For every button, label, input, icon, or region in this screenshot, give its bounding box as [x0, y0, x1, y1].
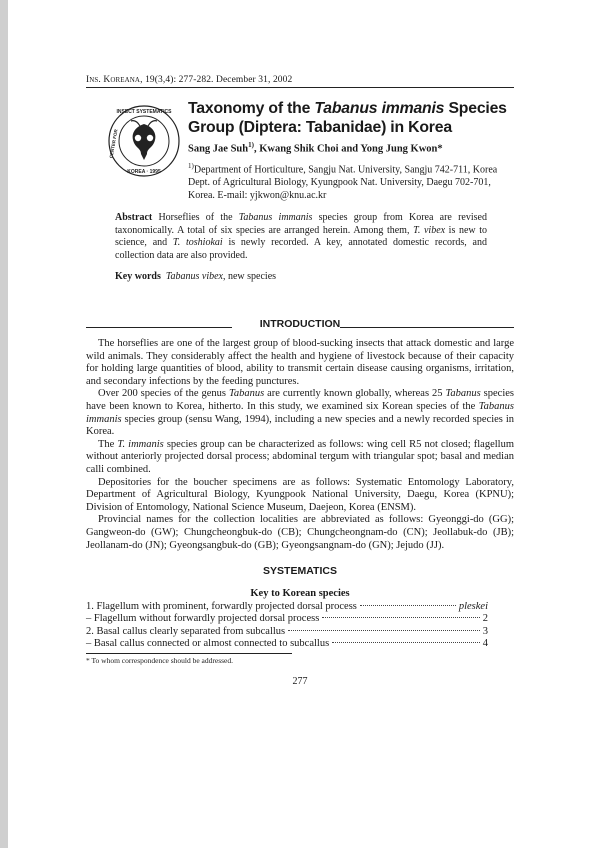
abstract-italic: T. toshiokai — [172, 237, 223, 249]
italic: Tabanus immanis — [86, 400, 514, 425]
logo-emblem — [107, 104, 181, 178]
abstract-label: Abstract — [115, 212, 153, 223]
logo-ring-left: CENTER FOR — [108, 128, 119, 159]
keywords — [115, 271, 276, 282]
keyword-italic: Tabanus vibex — [165, 271, 223, 282]
intro-paragraph: The horseflies are one of the largest group of blood-sucking insects that attack domestic and large wild animals. They considerably affect the health and hygiene of livestock because of their capacity for holding large quantities of blood, ability to transmit certain disease causing organisms, irritation, and secondary infections by the feeding punctures. — [86, 338, 514, 387]
journal-volume: 19(3,4): 277-282. December 31, 2002 — [145, 75, 293, 85]
key-leader — [360, 605, 456, 606]
key-target: 4 — [482, 638, 488, 650]
affiliation-superscript: 1) — [188, 162, 194, 170]
abstract — [115, 212, 487, 262]
section-heading-systematics: SYSTEMATICS — [263, 565, 337, 577]
abstract-text: is new to science, and — [115, 224, 487, 249]
section-heading-introduction: INTRODUCTION — [259, 318, 341, 330]
text: species group can be characterized as follows: wing cell R5 not closed; flagellum without anteriorly projected dorsal process; abdominal tergum with triangular spot; basal and median calli combined. — [86, 438, 514, 475]
species-key — [86, 601, 488, 651]
paper-title — [188, 99, 518, 137]
journal-name: Ins. Koreana, — [86, 75, 143, 85]
keywords-label: Key words — [115, 271, 161, 282]
footnote-rule — [86, 653, 292, 654]
title-italic: Tabanus immanis — [314, 100, 445, 117]
abstract-italic: T. vibex — [413, 224, 446, 236]
center-logo — [107, 104, 181, 178]
intro-paragraph: Provincial names for the collection localities are abbreviated as follows: Gyeonggi-do (GG); Gangweon-do (GW); Chungcheongbuk-do (CB); Chungcheongnam-do (CN); Jeollabuk-do (JB); Jeollanam-do (JN); Gyeongsangbuk-do (GB); Gyeongsangnam-do (GN); Jejudo (JJ). — [86, 514, 514, 551]
key-target: 2 — [482, 613, 488, 625]
abstract-text: species group from Korea are revised taxonomically. A total of six species are arranged herein. Among them, — [115, 212, 487, 236]
footnote: * To whom correspondence should be addressed. — [86, 656, 234, 665]
italic: T. immanis — [117, 438, 164, 450]
key-couplet — [86, 613, 488, 625]
key-leader — [288, 630, 480, 631]
key-couplet — [86, 638, 488, 650]
intro-paragraph: Depositories for the boucher specimens are as follows: Systematic Entomology Laboratory, Department of Agricultural Biology, Kyungpook National University, Daegu, Korea (KPNU); Division of Entomology, National Science Museum, Daejeon, Korea (ENSM). — [86, 476, 514, 513]
page-number: 277 — [292, 676, 308, 687]
key-leader — [332, 642, 480, 643]
title-text: Taxonomy of the — [188, 100, 315, 117]
abstract-text: is newly recorded. A key, annotated domestic records, and collection data are also provided. — [115, 237, 487, 261]
italic: Tabanus — [445, 388, 481, 400]
author-list — [188, 141, 443, 155]
logo-ring-top: INSECT SYSTEMATICS — [116, 109, 172, 115]
key-text: 2. Basal callus clearly separated from subcallus — [86, 625, 286, 637]
author-1: Sang Jae Suh — [188, 143, 249, 155]
key-target: pleskei — [458, 601, 488, 612]
abstract-text: Horseflies of the — [152, 212, 239, 223]
abstract-italic: Tabanus immanis — [238, 212, 313, 223]
intro-paragraph — [86, 439, 514, 477]
introduction-body — [86, 338, 514, 552]
affiliation-1: Department of Horticulture, Sangju Nat. University, Sangju 742-711, Korea — [193, 164, 498, 176]
key-target: 3 — [482, 625, 488, 637]
affiliation-2: Dept. of Agricultural Biology, Kyungpook Nat. University, Daegu 702-701, — [188, 176, 491, 188]
key-text: 1. Flagellum with prominent, forwardly projected dorsal process — [86, 601, 357, 612]
text: species group (sensu Wang, 1994), including a new species and a newly recorded species in Korea. — [86, 413, 514, 438]
author-superscript: 1) — [248, 141, 254, 149]
key-couplet — [86, 626, 488, 638]
text: species have been known to Korea, hitherto. In this study, we examined six Korean species of the — [86, 388, 514, 412]
intro-paragraph — [86, 388, 514, 438]
page-edge — [0, 0, 8, 848]
text: Over 200 species of the genus — [98, 388, 229, 400]
header-rule — [86, 87, 514, 88]
authors-rest: , Kwang Shik Choi and Yong Jung Kwon* — [253, 143, 443, 155]
italic: Tabanus — [228, 388, 265, 400]
key-heading: Key to Korean species — [250, 588, 350, 599]
key-text: – Basal callus connected or almost connected to subcallus — [86, 638, 330, 650]
text: are currently known globally, whereas 25 — [264, 388, 446, 400]
key-leader — [322, 617, 479, 618]
title-text-2: Species — [444, 100, 507, 117]
title-line-2: Group (Diptera: Tabanidae) in Korea — [188, 119, 452, 136]
logo-ring-bottom: KOREA · 1995 — [127, 169, 161, 175]
key-text: – Flagellum without forwardly projected dorsal process — [86, 613, 320, 625]
key-couplet — [86, 601, 488, 613]
text: The — [98, 438, 118, 450]
affiliations — [188, 160, 518, 202]
affiliation-email: Korea. E-mail: yjkwon@knu.ac.kr — [188, 189, 327, 201]
keyword-rest: , new species — [222, 271, 277, 282]
journal-citation — [86, 75, 292, 85]
